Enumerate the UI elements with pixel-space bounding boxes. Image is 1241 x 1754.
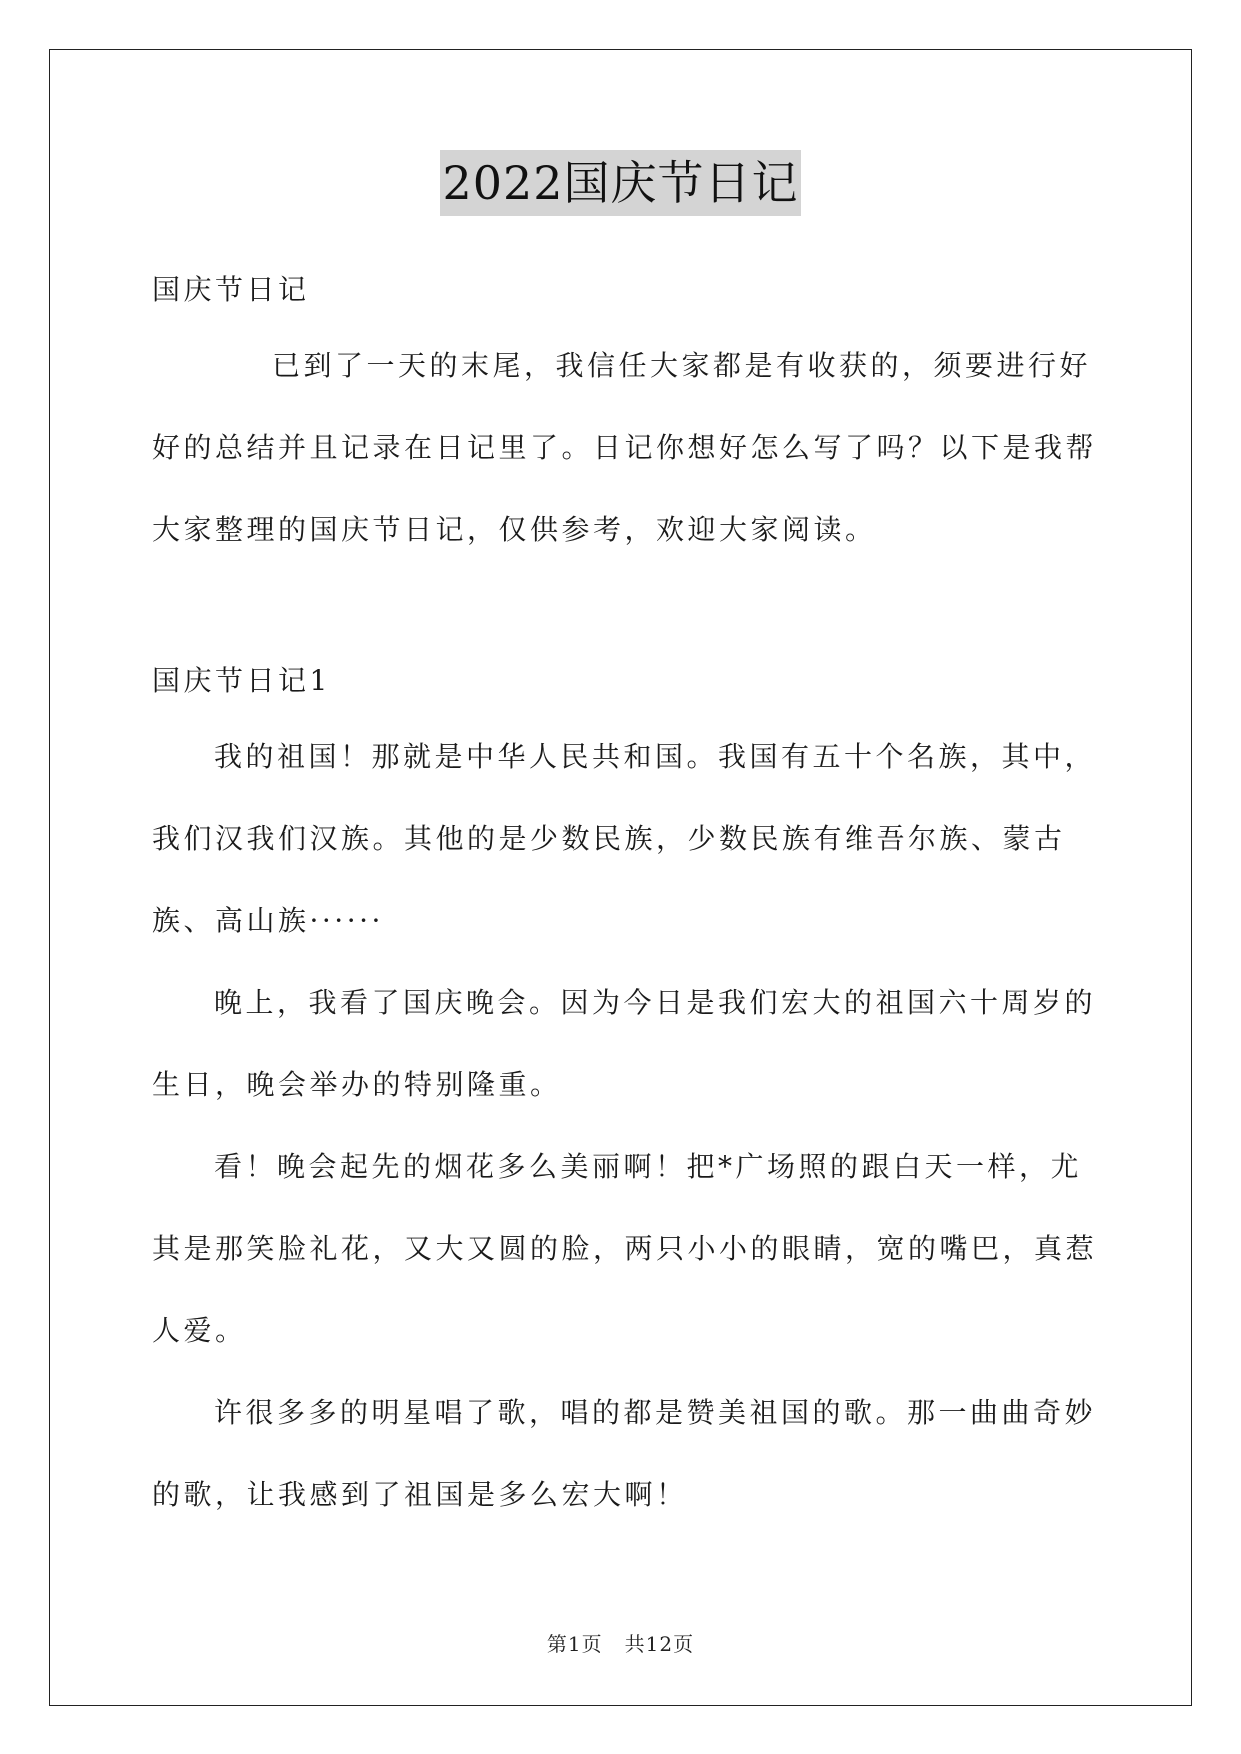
page-number: 第1页 [546, 1632, 603, 1656]
page-footer [0, 1628, 1241, 1657]
section-heading: 国庆节日记1 [152, 664, 331, 697]
body-paragraph: 我的祖国！那就是中华人民共和国。我国有五十个名族，其中，我们汉我们汉族。其他的是少数民族，少数民族有维吾尔族、蒙古族、高山族······ [152, 740, 1097, 937]
intro-paragraph: 已到了一天的末尾，我信任大家都是有收获的，须要进行好好的总结并且记录在日记里了。日记你想好怎么写了吗？以下是我帮大家整理的国庆节日记，仅供参考，欢迎大家阅读。 [152, 349, 1098, 546]
page-total: 共12页 [624, 1632, 695, 1656]
document-title: 2022国庆节日记 [440, 150, 800, 216]
body-paragraph: 晚上，我看了国庆晚会。因为今日是我们宏大的祖国六十周岁的生日，晚会举办的特别隆重。 [152, 986, 1097, 1101]
body-paragraph: 许很多多的明星唱了歌，唱的都是赞美祖国的歌。那一曲曲奇妙的歌，让我感到了祖国是多么宏大啊！ [152, 1396, 1097, 1511]
body-paragraph: 看！晚会起先的烟花多么美丽啊！把*广场照的跟白天一样，尤其是那笑脸礼花，又大又圆的脸，两只小小的眼睛，宽的嘴巴，真惹人爱。 [152, 1150, 1098, 1347]
document-subtitle: 国庆节日记 [152, 273, 310, 306]
spacer [152, 571, 1097, 646]
title-container [0, 150, 1241, 216]
document-body [152, 255, 1097, 1536]
